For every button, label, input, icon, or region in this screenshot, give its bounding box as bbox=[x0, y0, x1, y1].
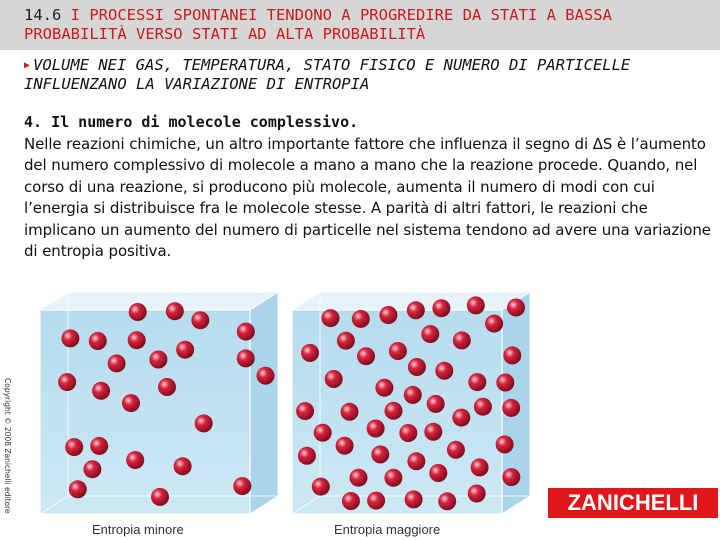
molecule bbox=[90, 437, 108, 455]
molecule bbox=[407, 301, 425, 319]
molecule bbox=[352, 310, 370, 328]
molecule bbox=[502, 468, 520, 486]
copyright-notice bbox=[2, 378, 14, 538]
molecule bbox=[325, 370, 343, 388]
molecule bbox=[83, 460, 101, 478]
molecule bbox=[176, 341, 194, 359]
zanichelli-logo: ZANICHELLI bbox=[548, 488, 718, 518]
bullet-point bbox=[24, 56, 714, 94]
molecule bbox=[404, 386, 422, 404]
molecule bbox=[342, 492, 360, 510]
molecule bbox=[385, 402, 403, 420]
molecule bbox=[427, 395, 445, 413]
molecule bbox=[435, 362, 453, 380]
molecule bbox=[314, 424, 332, 442]
molecule bbox=[485, 315, 503, 333]
molecule bbox=[195, 414, 213, 432]
molecule bbox=[357, 347, 375, 365]
triangle-right-icon: ▶ bbox=[24, 60, 31, 71]
molecule bbox=[468, 373, 486, 391]
molecule bbox=[122, 394, 140, 412]
molecule bbox=[371, 445, 389, 463]
section-number: 14.6 bbox=[24, 6, 62, 24]
molecule bbox=[367, 492, 385, 510]
molecule bbox=[429, 464, 447, 482]
molecule bbox=[301, 344, 319, 362]
molecule bbox=[384, 469, 402, 487]
molecule bbox=[158, 378, 176, 396]
molecule bbox=[58, 373, 76, 391]
molecule bbox=[467, 296, 485, 314]
cube-low-entropy bbox=[38, 290, 280, 516]
molecule bbox=[471, 458, 489, 476]
section-subtitle: 4. Il numero di molecole complessivo. bbox=[24, 113, 359, 131]
molecule bbox=[129, 303, 147, 321]
molecule bbox=[337, 332, 355, 350]
label-entropia-maggiore: Entropia maggiore bbox=[334, 522, 441, 537]
molecule bbox=[502, 399, 520, 417]
molecule bbox=[89, 332, 107, 350]
label-entropia-minore: Entropia minore bbox=[92, 522, 184, 537]
molecule bbox=[421, 325, 439, 343]
molecule bbox=[296, 402, 314, 420]
copyright-text: Copyright © 2008 Zanichelli editore bbox=[3, 378, 12, 514]
molecule bbox=[407, 452, 425, 470]
molecule bbox=[257, 367, 275, 385]
molecule bbox=[61, 329, 79, 347]
molecule bbox=[389, 342, 407, 360]
bullet-text: VOLUME NEI GAS, TEMPERATURA, STATO FISICO E NUMERO DI PARTICELLE INFLUENZANO LA VARIAZIONE DI ENTROPIA bbox=[24, 56, 631, 93]
cube-side-face bbox=[250, 292, 278, 514]
cube-low-entropy-graphic bbox=[38, 290, 280, 516]
molecule bbox=[453, 331, 471, 349]
title-text: I PROCESSI SPONTANEI TENDONO A PROGREDIRE DA STATI A BASSA PROBABILITÀ VERSO STATI AD ALTA PROBABILITÀ bbox=[24, 6, 612, 43]
molecule bbox=[468, 485, 486, 503]
molecule bbox=[151, 488, 169, 506]
molecule bbox=[128, 331, 146, 349]
slide-title bbox=[24, 6, 714, 44]
section-body: Nelle reazioni chimiche, un altro importante fattore che influenza il segno di ΔS è l’aumento del numero complessivo di molecole a mano a mano che la reazione procede. Quando, nel corso di una reazione, si producono più molecole, aumenta il numero di modi con cui l’energia si distribuisce fra le molecole stesse. A parità di altri fattori, le reazioni che implicano un aumento del numero di particelle nel sistema tendono ad avere una variazione di entropia positiva. bbox=[24, 134, 711, 260]
molecule bbox=[474, 398, 492, 416]
molecule bbox=[69, 480, 87, 498]
molecule bbox=[149, 351, 167, 369]
molecule bbox=[399, 424, 417, 442]
cube-high-entropy bbox=[290, 290, 532, 516]
content-section bbox=[24, 112, 714, 263]
molecule bbox=[341, 403, 359, 421]
molecule bbox=[452, 409, 470, 427]
molecule bbox=[237, 349, 255, 367]
molecule bbox=[438, 492, 456, 510]
molecule bbox=[166, 302, 184, 320]
molecule bbox=[375, 379, 393, 397]
molecule bbox=[408, 358, 426, 376]
molecule bbox=[350, 469, 368, 487]
molecule bbox=[126, 451, 144, 469]
molecule bbox=[298, 447, 316, 465]
molecule bbox=[496, 435, 514, 453]
molecule bbox=[447, 441, 465, 459]
cube-high-entropy-graphic bbox=[290, 290, 532, 516]
molecule bbox=[92, 382, 110, 400]
molecule bbox=[108, 354, 126, 372]
molecule bbox=[312, 478, 330, 496]
molecule bbox=[237, 323, 255, 341]
molecule bbox=[503, 346, 521, 364]
molecule bbox=[432, 299, 450, 317]
molecule bbox=[367, 420, 385, 438]
molecule bbox=[379, 306, 397, 324]
molecule bbox=[424, 423, 442, 441]
molecule bbox=[174, 457, 192, 475]
molecule bbox=[405, 490, 423, 508]
molecule bbox=[507, 299, 525, 317]
molecule bbox=[322, 309, 340, 327]
molecule bbox=[191, 311, 209, 329]
cube-top-face bbox=[40, 292, 278, 310]
molecule bbox=[233, 477, 251, 495]
molecule bbox=[496, 374, 514, 392]
molecule bbox=[65, 438, 83, 456]
molecule bbox=[336, 437, 354, 455]
